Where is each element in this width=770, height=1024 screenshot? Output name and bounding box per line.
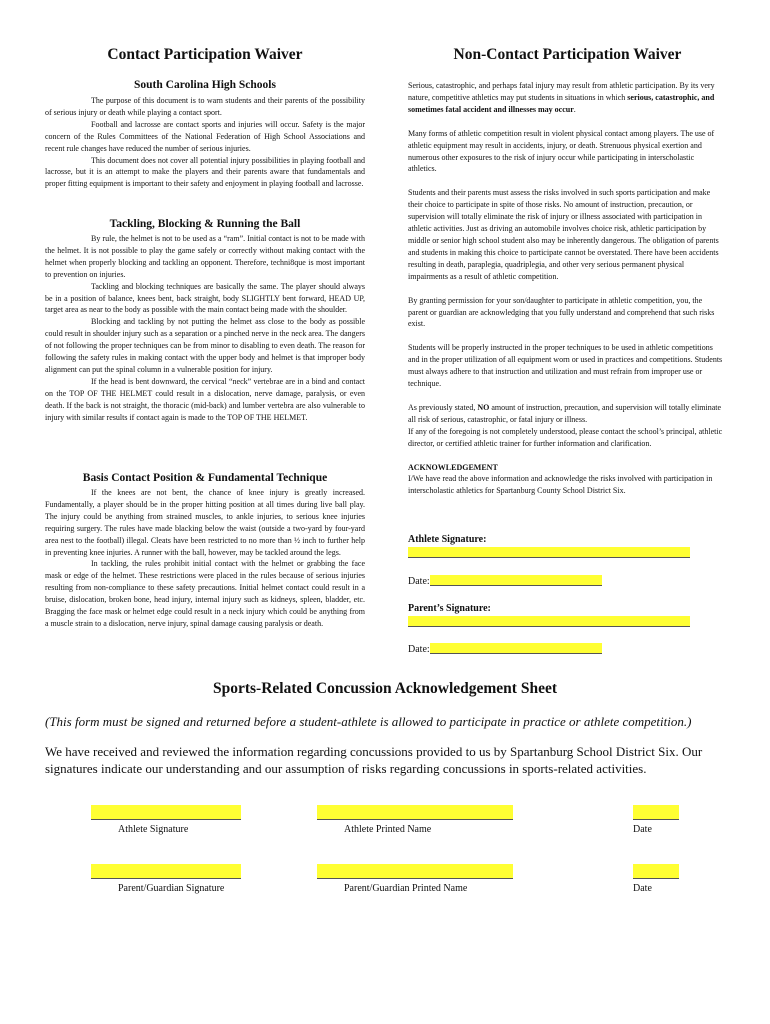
contact-intro (45, 95, 365, 190)
parent-date-line[interactable] (633, 864, 679, 879)
parent-date-field[interactable] (430, 643, 602, 654)
parent-signature-field[interactable] (408, 616, 690, 627)
p6-end: amount of instruction, precaution, and supervision will totally eliminate all risk of serious, catastrophic, or fatal injury or illness. (408, 402, 722, 424)
noncontact-paragraph: Students will be properly instructed in the proper techniques to be used in athletic competitions and in the proper utilization of all equipment worn or used in practices and competitions. Students must always adhere to that instruction and utilization and must refrain from improper use or technique. (408, 343, 723, 389)
date-label: Date: (408, 644, 430, 655)
noncontact-paragraph (408, 80, 723, 116)
contact-waiver-subtitle: South Carolina High Schools (134, 79, 276, 91)
athlete-date-field[interactable] (430, 575, 602, 586)
intro-paragraph: The purpose of this document is to warn students and their parents of the possibility of serious injury or death while playing a contact sport. (45, 96, 365, 117)
date-caption: Date (633, 824, 652, 835)
intro-paragraph: This document does not cover all potential injury possibilities in playing football and lacrosse, but it is an attempt to make the players and their parents aware that fundamentals and proper fitting equipment is important to their safety and enjoyment in playing football and lacrosse. (45, 155, 365, 189)
noncontact-waiver-title: Non-Contact Participation Waiver (453, 46, 682, 63)
athlete-signature-label: Athlete Signature: (408, 534, 487, 545)
parent-signature-caption: Parent/Guardian Signature (118, 883, 225, 894)
tackling-paragraph: Blocking and tackling by not putting the helmet ass close to the body as possible could result in shoulder injury such as a separation or a pinched nerve in the neck area. The dangers of not following the proper techniques can be from minor to disabling to even death. The reason for following the safety rules in making contact with the upper body and helmet is that improper body alignment can put the spinal column in a vulnerable position for injury. (45, 317, 365, 374)
concussion-statement: We have received and reviewed the information regarding concussions provided to us by Spartanburg School District Six. Our signatures indicate our understanding and our assumption of risks regarding concussions in sports-related activities. (45, 744, 703, 776)
basic-contact-paragraph: If the knees are not bent, the chance of knee injury is greatly increased. Fundamentally, a player should be in the proper hitting position at all times during live ball play. The injury could be anything from strained muscles, to ankle injuries, to serious knee injuries requiring surgery. The rules have made blacking below the waist (outside a two-yard by four-yard area nest to the football) illegal. Cleats have been restricted to no more than ½ inch to further help in preventing knee injuries. A runner with the ball, however, may be tackled around the legs. (45, 488, 365, 557)
athlete-signature-field[interactable] (408, 547, 690, 558)
acknowledgement-text: I/We have read the above information and acknowledge the risks involved with participation in interscholastic athletics for Spartanburg County School District Six. (408, 474, 713, 496)
p1-text: Serious, catastrophic, and perhaps fatal injury may result from athletic participation. By its very nature, competitive athletics may put students in situations in which (408, 81, 715, 102)
parent-printed-name-caption: Parent/Guardian Printed Name (344, 883, 468, 894)
tackling-paragraph: By rule, the helmet is not to be used as a “ram”. Initial contact is not to be made with the helmet. It is not possible to play the game safely or correctly without making contact with the helmet when properly blocking and tackling an opponent. Therefore, techni8que is most important to prevention on injuries. (45, 234, 365, 279)
intro-paragraph: Football and lacrosse are contact sports and injuries will occur. Safety is the major concern of the Rules Committees of the National Federation of High School Associations and recent rule changes have reduced the number of serious injuries. (45, 119, 365, 153)
date-label: Date: (408, 576, 430, 587)
basic-contact-section (45, 487, 365, 630)
parent-signature-label: Parent’s Signature: (408, 603, 491, 614)
athlete-printed-name-caption: Athlete Printed Name (344, 824, 432, 835)
acknowledgement-title: ACKNOWLEDGEMENT (408, 462, 498, 472)
tackling-section-title: Tackling, Blocking & Running the Ball (109, 218, 301, 230)
p6-bold-text: NO (477, 402, 490, 412)
tackling-paragraph: If the head is bent downward, the cervical “neck” vertebrae are in a bind and contact on the TOP OF THE HELMET could result in a dislocation, nerve damage, paralysis, or even death. If the back is not straight, the thoracic (mid-back) and lumber vertebra are also vulnerable to injury with similar results if contact again is made to the TOP OF THE HELMET. (45, 376, 365, 422)
concussion-note: (This form must be signed and returned before a student-athlete is allowed to participate in practice or athlete competition.) (45, 714, 692, 729)
athlete-signature-caption: Athlete Signature (118, 824, 189, 835)
p1-bold-text: serious, catastrophic, and sometimes fatal accident and illnesses may occur (408, 92, 715, 114)
basic-contact-section-title: Basis Contact Position & Fundamental Technique (82, 472, 328, 484)
p1-end: . (573, 104, 576, 114)
noncontact-paragraph (408, 402, 723, 426)
noncontact-paragraph: If any of the foregoing is not completely understood, please contact the school’s principal, athletic director, or certified athletic trainer for further information and clarification. (408, 426, 723, 448)
concussion-title: Sports-Related Concussion Acknowledgement Sheet (212, 680, 558, 697)
athlete-date-line[interactable] (633, 805, 679, 820)
athlete-signature-line[interactable] (91, 805, 241, 820)
date-caption: Date (633, 883, 652, 894)
tackling-paragraph: Tackling and blocking techniques are basically the same. The player should always be in a position of balance, knees bent, back straight, body SLIGHTLY bent forward, HEAD UP, target area as near to the body as possible with the main contact being made with the shoulder. (45, 281, 365, 315)
parent-signature-line[interactable] (91, 864, 241, 879)
noncontact-paragraph: By granting permission for your son/daughter to participate in athletic competition, you, the parent or guardian are acknowledging that you fully understand and comprehend that such risks exist. (408, 295, 715, 329)
p6-text: As previously stated, (408, 402, 478, 412)
noncontact-paragraph: Students and their parents must assess the risks involved in such sports participation and make their choice to participate in spite of those risks. No amount of instruction, precaution, or supervision will totally eliminate the risk of injury or illness associated with participation in athletic activities. Just as driving an automobile involves choice risk, athletic participation by middle or senior high school student also may be inherently dangerous. The obligation of parents and students in making this choice to participate cannot be overstated. There have been accidents resulting in death, paraplegia, quadriplegia, and other very serious permanent physical impairments as a result of athletic competition. (408, 188, 719, 281)
contact-waiver-title: Contact Participation Waiver (107, 46, 303, 63)
athlete-printed-name-line[interactable] (317, 805, 513, 820)
noncontact-text (408, 80, 723, 497)
parent-printed-name-line[interactable] (317, 864, 513, 879)
tackling-section (45, 233, 365, 424)
noncontact-paragraph: Many forms of athletic competition result in violent physical contact among players. The use of athletic equipment may result in accidents, injury, or death. Strenuous physical exertion and numerous other exposures to the risk of injury occur while participating in interscholastic athletics. (408, 128, 715, 174)
basic-contact-paragraph: In tackling, the rules prohibit initial contact with the helmet or grabbing the face mask or edge of the helmet. These restrictions were placed in the rules because of serious injuries resulting from non-compliance to these safety precautions. Initial helmet contact could result in a bruise, dislocation, broken bone, head injury, internal injury such as kidneys, spleen, bladder, etc. Bragging the face mask or helmet edge could result in a neck injury which could be anything from a muscle strain to a dislocation, nerve injury, spinal damage causing paralysis or death. (45, 559, 365, 628)
